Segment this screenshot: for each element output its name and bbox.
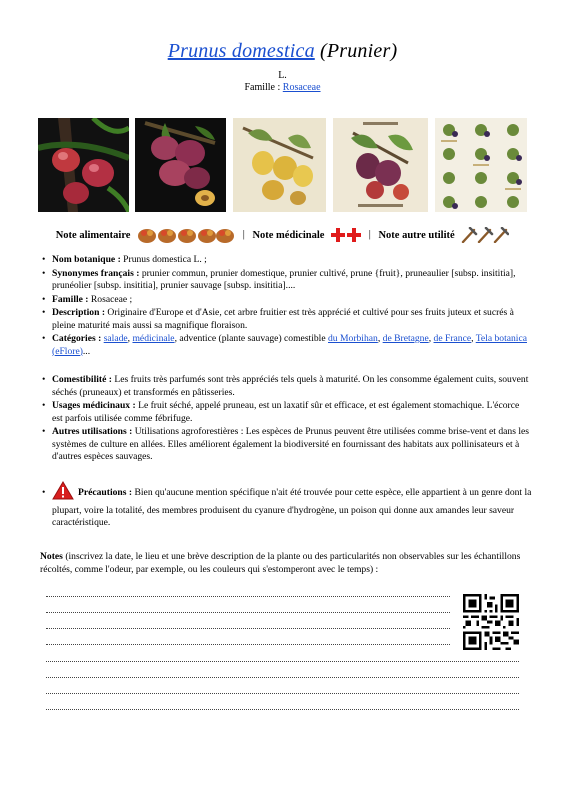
synonyms-value: prunier commun, prunier domestique, prunier cultivé, prune {fruit}, pruneaulier [subsp. insititia], prunéolier [subsp. insititia], prunier sauvage [subsp. insititia].... [52,267,516,291]
precautions-list [42,481,532,531]
other-uses-label: Autres utilisations : [52,426,133,437]
separator: , [428,333,434,344]
description-label: Description : [52,307,106,318]
botanical-label: Nom botanique : [52,254,121,265]
category-link-bretagne[interactable]: de Bretagne [382,333,429,344]
notes-line[interactable] [46,628,450,629]
illustration-yellow-plums[interactable] [233,118,326,212]
notes-line[interactable] [46,693,519,694]
category-link-tela-botanica[interactable]: Tela botanica (eFlore) [52,333,527,357]
list-item [42,481,532,530]
botanical-value: Prunus domestica L. ; [120,254,207,265]
list-item [42,294,532,307]
family-detail-label: Famille : [52,293,89,305]
scientific-name-link[interactable]: Prunus domestica [167,40,315,62]
list-item [42,426,532,464]
family-label: Famille : [244,82,283,93]
warning-icon [52,481,74,505]
other-rating-icons [461,227,509,243]
list-item [42,268,532,293]
notes-line[interactable] [46,612,450,613]
separator: , [377,333,383,344]
categories-text: , adventice (plante sauvage) comestible [174,333,328,344]
list-item [42,374,532,399]
red-cross-icon [331,227,361,243]
botanical-plate-grid[interactable] [435,118,527,212]
list-item [42,333,532,358]
notes-line[interactable] [46,644,450,645]
category-link-france[interactable]: de France [433,333,472,344]
family-detail-value: Rosaceae ; [88,293,133,305]
medicinal-rating-icons [331,227,361,243]
medicinal-uses-value: Le fruit séché, appelé pruneau, est un laxatif sûr et efficace, et est également stomachique. L'écorce est parfois utilisée comme fébrifuge. [52,400,520,424]
synonyms-label: Synonymes français : [52,267,140,279]
rating-separator: | [368,229,371,241]
common-name: (Prunier) [319,40,398,62]
notes-line[interactable] [46,596,450,597]
separator: , [471,333,476,344]
illustration-purple-plums[interactable] [333,118,428,212]
notes-text: (inscrivez la date, le lieu et une brève description de la plante ou des particularités non observables sur les échantillons récoltés, comme l'odeur, par exemple, ou les couleurs qui s'estomperont avec le temps) : [40,551,521,575]
notes-label: Notes [40,551,63,562]
list-item [42,307,532,332]
uses-list [42,374,532,465]
page-title [0,40,565,63]
author-abbreviation: L. [278,70,287,81]
notes-line[interactable] [46,677,519,678]
photo-fruit-cluster[interactable] [135,118,226,212]
food-basket-icon [137,226,235,244]
notes-line[interactable] [46,709,519,710]
other-uses-value: Utilisations agroforestières : Les espèces de Prunus peuvent être utilisées comme brise-vent et dans les systèmes de culture en allées. Elles améliorent également la biodiversité en fournissant des habitats aux pollinisateurs et à d'autres espèces sauvages. [52,426,530,462]
ratings-row [0,226,565,244]
precautions-text: Bien qu'aucune mention spécifique n'ait été trouvée pour cette espèce, elle appartient à un genre dont la plupart, voire la totalité, des membres produisent du cyanure d'hydrogène, un poison qui donne aux amandes leur saveur caractéristique. [52,486,532,528]
list-item [42,254,532,267]
description-value: Originaire d'Europe et d'Asie, cet arbre fruitier est très apprécié et cultivé pour ses fruits juteux et sucrés à pleine maturité mais aussi sa magnifique floraison. [52,307,514,331]
notes-instructions [40,551,530,576]
food-rating-label: Note alimentaire [55,229,131,241]
species-details-list [42,254,532,359]
food-rating-icons [137,226,235,244]
category-link-medicinale[interactable]: médicinale [132,333,175,344]
category-link-morbihan[interactable]: du Morbihan [328,333,378,344]
precautions-label: Précautions : [78,486,133,498]
medicinal-rating-label: Note médicinale [252,229,325,241]
notes-line[interactable] [46,661,519,662]
ellipsis: ... [82,345,91,357]
category-link-salade[interactable]: salade [103,333,128,344]
medicinal-uses-label: Usages médicinaux : [52,400,136,411]
edibility-label: Comestibilité : [52,374,112,385]
other-rating-label: Note autre utilité [378,229,455,241]
photo-fruit-on-tree[interactable] [38,118,129,212]
family-line [0,82,565,93]
tools-icon [461,227,509,243]
edibility-value: Les fruits très parfumés sont très appréciés tels quels à maturité. On les consomme également cuits, souvent séchés (pruneaux) et transformés en pâtisseries. [52,374,529,398]
list-item [42,400,532,425]
categories-label: Catégories : [52,333,102,344]
qr-code[interactable] [463,594,519,650]
rating-separator: | [242,229,245,241]
separator: , [127,333,133,344]
family-link[interactable]: Rosaceae [282,82,321,93]
